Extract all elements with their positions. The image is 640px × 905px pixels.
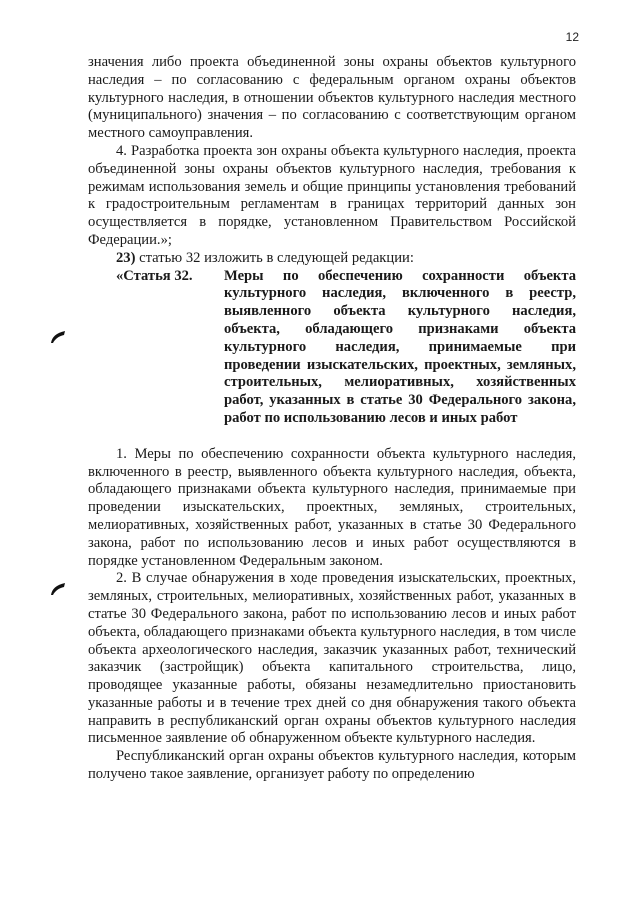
document-body: [88, 54, 576, 784]
margin-mark-1: [50, 330, 66, 344]
paragraph-item-4: 4. Разработка проекта зон охраны объекта культурного наследия, проекта объединенной зоны охраны объектов культурного наследия, требования к режимам использования земель и общие принципы установления требований к градостроительным регламентам в границах территорий данных зон осуществляется в порядке, установленном Правительством Российской Федерации.»;: [88, 142, 576, 248]
article-label: «Статья 32.: [116, 267, 193, 284]
article-heading: [88, 268, 576, 428]
page-number: 12: [565, 30, 579, 44]
paragraph-continuation: значения либо проекта объединенной зоны охраны объектов культурного наследия – по согласованию с федеральным органом охраны объектов культурного наследия, в отношении объектов культурного наследия местного (муниципального) значения – по согласованию с соответствующим органом местного самоуправления.: [88, 54, 576, 142]
item-number: 23): [116, 249, 136, 266]
paragraph-item-23: [88, 250, 576, 268]
paragraph-article-1: 1. Меры по обеспечению сохранности объекта культурного наследия, включенного в реестр, выявленного объекта культурного наследия, объекта, обладающего признаками объекта культурного наследия, принимаемые при проведении изыскательских, проектных, земляных, строительных, мелиоративных, хозяйственных работ, указанных в статье 30 Федерального закона, работ по использованию лесов и иных работ осуществляются в порядке установленном Федеральным законом.: [88, 445, 576, 569]
article-title: Меры по обеспечению сохранности объекта культурного наследия, включенного в реестр, выявленного объекта культурного наследия, объекта, обладающего признаками объекта культурного наследия, принимаемые при проведении изыскательских, проектных, земляных, строительных, мелиоративных, хозяйственных работ, указанных в статье 30 Федерального закона, работ по использованию лесов и иных работ: [224, 267, 576, 426]
paragraph-article-2: 2. В случае обнаружения в ходе проведения изыскательских, проектных, земляных, строительных, мелиоративных, хозяйственных работ, указанных в статье 30 Федерального закона, работ по использованию лесов и иных работ объекта, обладающего признаками объекта культурного наследия, в том числе объекта археологического наследия, заказчик указанных работ, технический заказчик (застройщик) объекта капитального строительства, лицо, проводящее указанные работы, обязаны незамедлительно приостановить указанные работы и в течение трех дней со дня обнаружения такого объекта направить в республиканский орган охраны объектов культурного наследия письменное заявление об обнаруженном объекте культурного наследия.: [88, 570, 576, 747]
paragraph-article-2-cont: Республиканский орган охраны объектов культурного наследия, которым получено такое заявление, организует работу по определению: [88, 748, 576, 783]
item-text: статью 32 изложить в следующей редакции:: [135, 249, 414, 266]
margin-mark-2: [50, 582, 66, 596]
